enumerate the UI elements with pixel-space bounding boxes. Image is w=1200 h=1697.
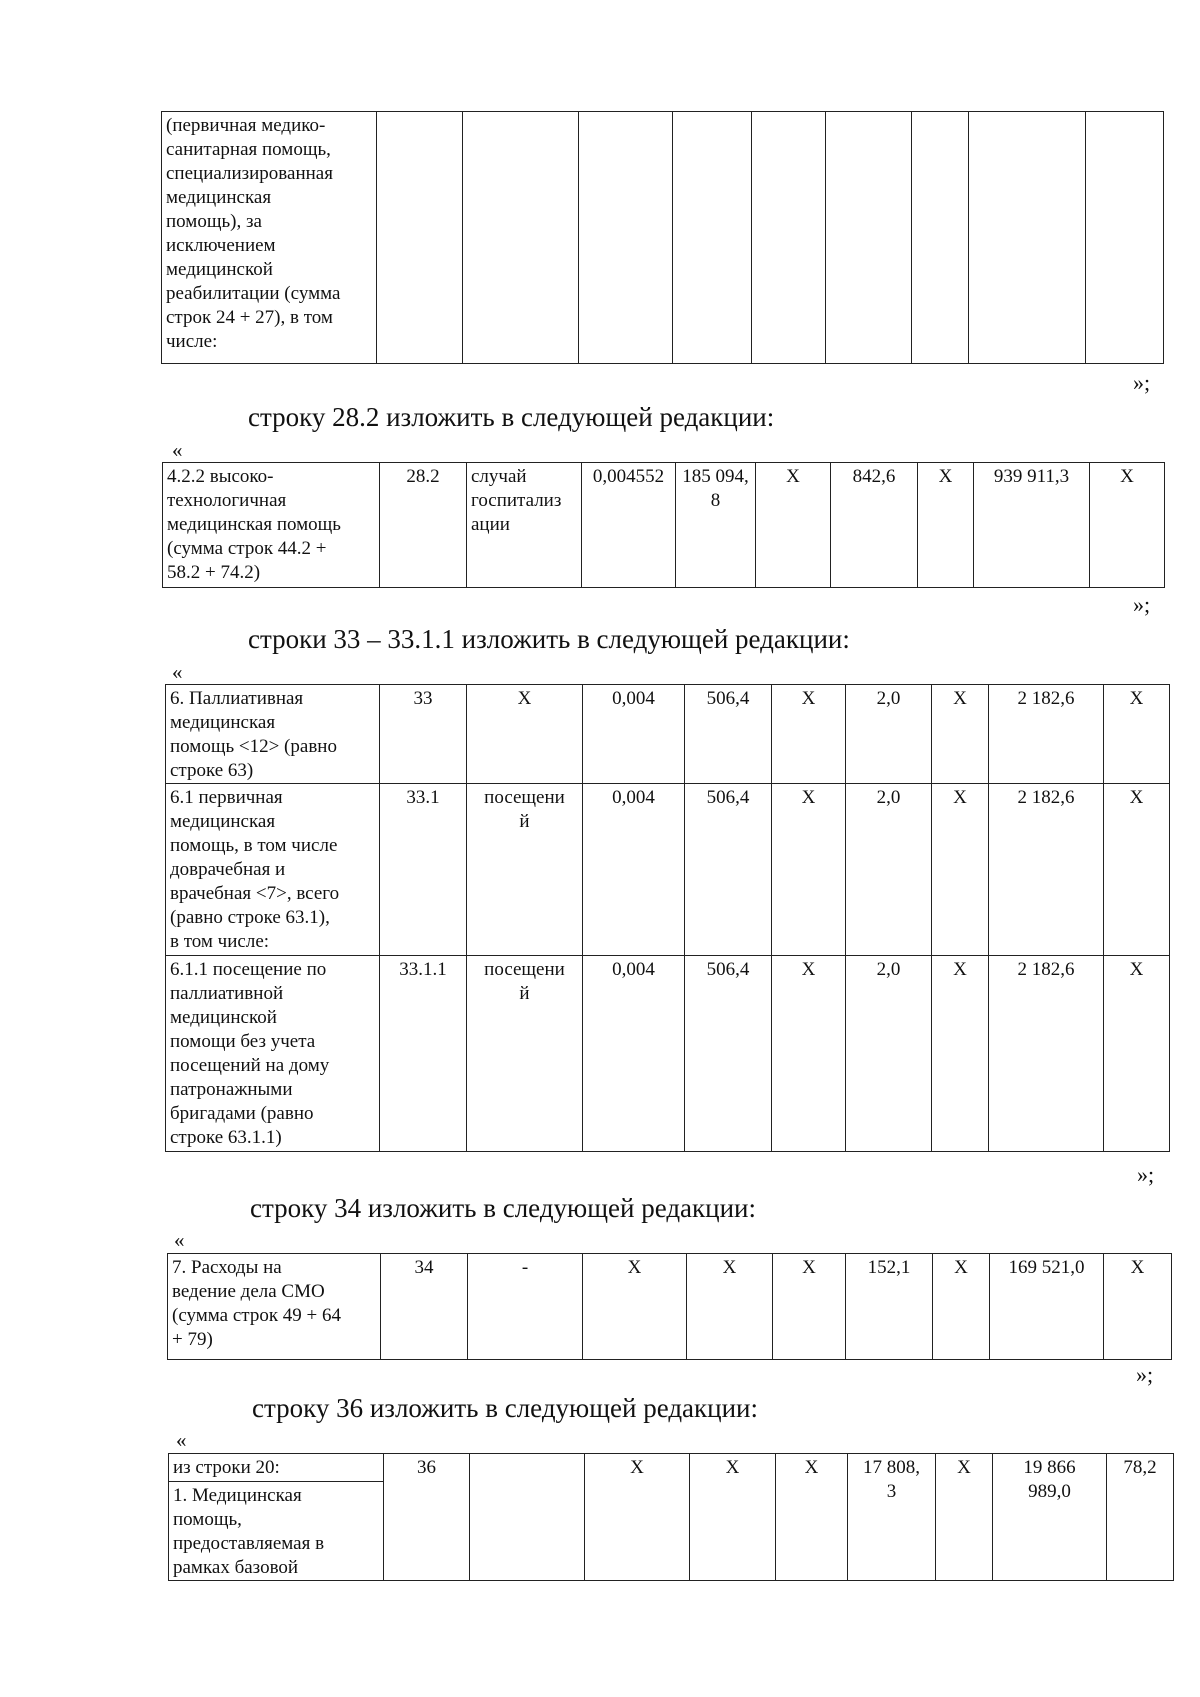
value-cell: Х xyxy=(932,784,989,956)
row-number-cell: 34 xyxy=(381,1254,468,1360)
value-cell: Х xyxy=(918,463,974,588)
value-cell: 19 866 989,0 xyxy=(993,1454,1107,1581)
open-quote: « xyxy=(172,438,183,462)
open-quote: « xyxy=(174,1228,185,1252)
value-cell: 0,004 xyxy=(583,685,685,784)
empty-cell xyxy=(673,112,752,364)
value-cell: Х xyxy=(583,1254,687,1360)
value-cell: Х xyxy=(690,1454,776,1581)
row-number-cell: 33.1.1 xyxy=(380,956,467,1152)
value-cell: 506,4 xyxy=(685,956,772,1152)
row-name-cell: 4.2.2 высоко- технологичная медицинская помощь (сумма строк 44.2 + 58.2 + 74.2) xyxy=(163,463,380,588)
value-cell: Х xyxy=(932,956,989,1152)
close-quote: »; xyxy=(1137,1162,1155,1187)
value-cell: 169 521,0 xyxy=(990,1254,1104,1360)
empty-cell xyxy=(463,112,579,364)
table-rows-33 xyxy=(165,684,1170,1152)
value-cell: 2,0 xyxy=(846,956,932,1152)
section-heading-33: строки 33 – 33.1.1 изложить в следующей редакции: xyxy=(248,624,850,654)
value-cell: 2 182,6 xyxy=(989,956,1104,1152)
unit-cell: посещени й xyxy=(467,956,583,1152)
table-row xyxy=(169,1454,1174,1482)
value-cell: 17 808, 3 xyxy=(848,1454,936,1581)
row-name-cell: 7. Расходы на ведение дела СМО (сумма строк 49 + 64 + 79) xyxy=(168,1254,381,1360)
section-heading-36: строку 36 изложить в следующей редакции: xyxy=(252,1393,759,1423)
close-quote: »; xyxy=(1136,1362,1154,1387)
empty-cell xyxy=(579,112,673,364)
value-cell: 78,2 xyxy=(1107,1454,1174,1581)
table-row-36 xyxy=(168,1453,1174,1581)
value-cell: Х xyxy=(936,1454,993,1581)
value-cell: 939 911,3 xyxy=(974,463,1090,588)
empty-cell xyxy=(752,112,826,364)
value-cell: 2,0 xyxy=(846,685,932,784)
empty-cell xyxy=(1086,112,1164,364)
row-name-cell: 6.1 первичная медицинская помощь, в том числе доврачебная и врачебная <7>, всего (равно строке 63.1), в том числе: xyxy=(166,784,380,956)
value-cell: 842,6 xyxy=(831,463,918,588)
row-name-top-cell: из строки 20: xyxy=(169,1454,384,1482)
table-row xyxy=(166,784,1170,956)
value-cell: 0,004 xyxy=(583,784,685,956)
value-cell: 2,0 xyxy=(846,784,932,956)
empty-cell xyxy=(912,112,969,364)
value-cell: 506,4 xyxy=(685,685,772,784)
close-quote: »; xyxy=(1133,370,1151,395)
section-heading-28-2: строку 28.2 изложить в следующей редакции: xyxy=(248,402,775,432)
value-cell: Х xyxy=(773,1254,846,1360)
empty-cell xyxy=(377,112,463,364)
value-cell: Х xyxy=(1104,784,1170,956)
value-cell: 0,004 xyxy=(583,956,685,1152)
unit-cell: посещени й xyxy=(467,784,583,956)
table-row xyxy=(162,112,1164,364)
value-cell: 506,4 xyxy=(685,784,772,956)
value-cell: 2 182,6 xyxy=(989,685,1104,784)
empty-cell xyxy=(969,112,1086,364)
row-name-cell: 1. Медицинская помощь, предоставляемая в рамках базовой xyxy=(169,1482,384,1581)
value-cell: Х xyxy=(772,784,846,956)
value-cell: Х xyxy=(1104,1254,1172,1360)
open-quote: « xyxy=(176,1428,187,1452)
open-quote: « xyxy=(172,660,183,684)
table-continuation xyxy=(161,111,1164,364)
value-cell: 2 182,6 xyxy=(989,784,1104,956)
row-name-cell: (первичная медико- санитарная помощь, специализированная медицинская помощь), за исключением медицинской реабилитации (сумма строк 24 + 27), в том числе: xyxy=(162,112,377,364)
value-cell: Х xyxy=(933,1254,990,1360)
unit-cell xyxy=(470,1454,585,1581)
table-row-28-2 xyxy=(162,462,1165,588)
row-name-cell: 6. Паллиативная медицинская помощь <12> (равно строке 63) xyxy=(166,685,380,784)
table-row xyxy=(166,956,1170,1152)
empty-cell xyxy=(826,112,912,364)
value-cell: Х xyxy=(772,685,846,784)
row-number-cell: 36 xyxy=(384,1454,470,1581)
value-cell: Х xyxy=(1104,685,1170,784)
row-number-cell: 33 xyxy=(380,685,467,784)
value-cell: 0,004552 xyxy=(582,463,676,588)
value-cell: Х xyxy=(932,685,989,784)
value-cell: Х xyxy=(1104,956,1170,1152)
close-quote: »; xyxy=(1133,592,1151,617)
value-cell: 152,1 xyxy=(846,1254,933,1360)
row-number-cell: 33.1 xyxy=(380,784,467,956)
row-number-cell: 28.2 xyxy=(380,463,467,588)
value-cell: Х xyxy=(772,956,846,1152)
section-heading-34: строку 34 изложить в следующей редакции: xyxy=(250,1193,757,1223)
table-row xyxy=(166,685,1170,784)
value-cell: Х xyxy=(687,1254,773,1360)
unit-cell: Х xyxy=(467,685,583,784)
unit-cell: - xyxy=(468,1254,583,1360)
row-name-cell: 6.1.1 посещение по паллиативной медицинской помощи без учета посещений на дому патронажными бригадами (равно строке 63.1.1) xyxy=(166,956,380,1152)
value-cell: Х xyxy=(756,463,831,588)
value-cell: 185 094, 8 xyxy=(676,463,756,588)
unit-cell: случай госпитализ ации xyxy=(467,463,582,588)
table-row xyxy=(168,1254,1172,1360)
table-row xyxy=(163,463,1165,588)
value-cell: Х xyxy=(585,1454,690,1581)
value-cell: Х xyxy=(1090,463,1165,588)
value-cell: Х xyxy=(776,1454,848,1581)
table-row-34 xyxy=(167,1253,1172,1360)
